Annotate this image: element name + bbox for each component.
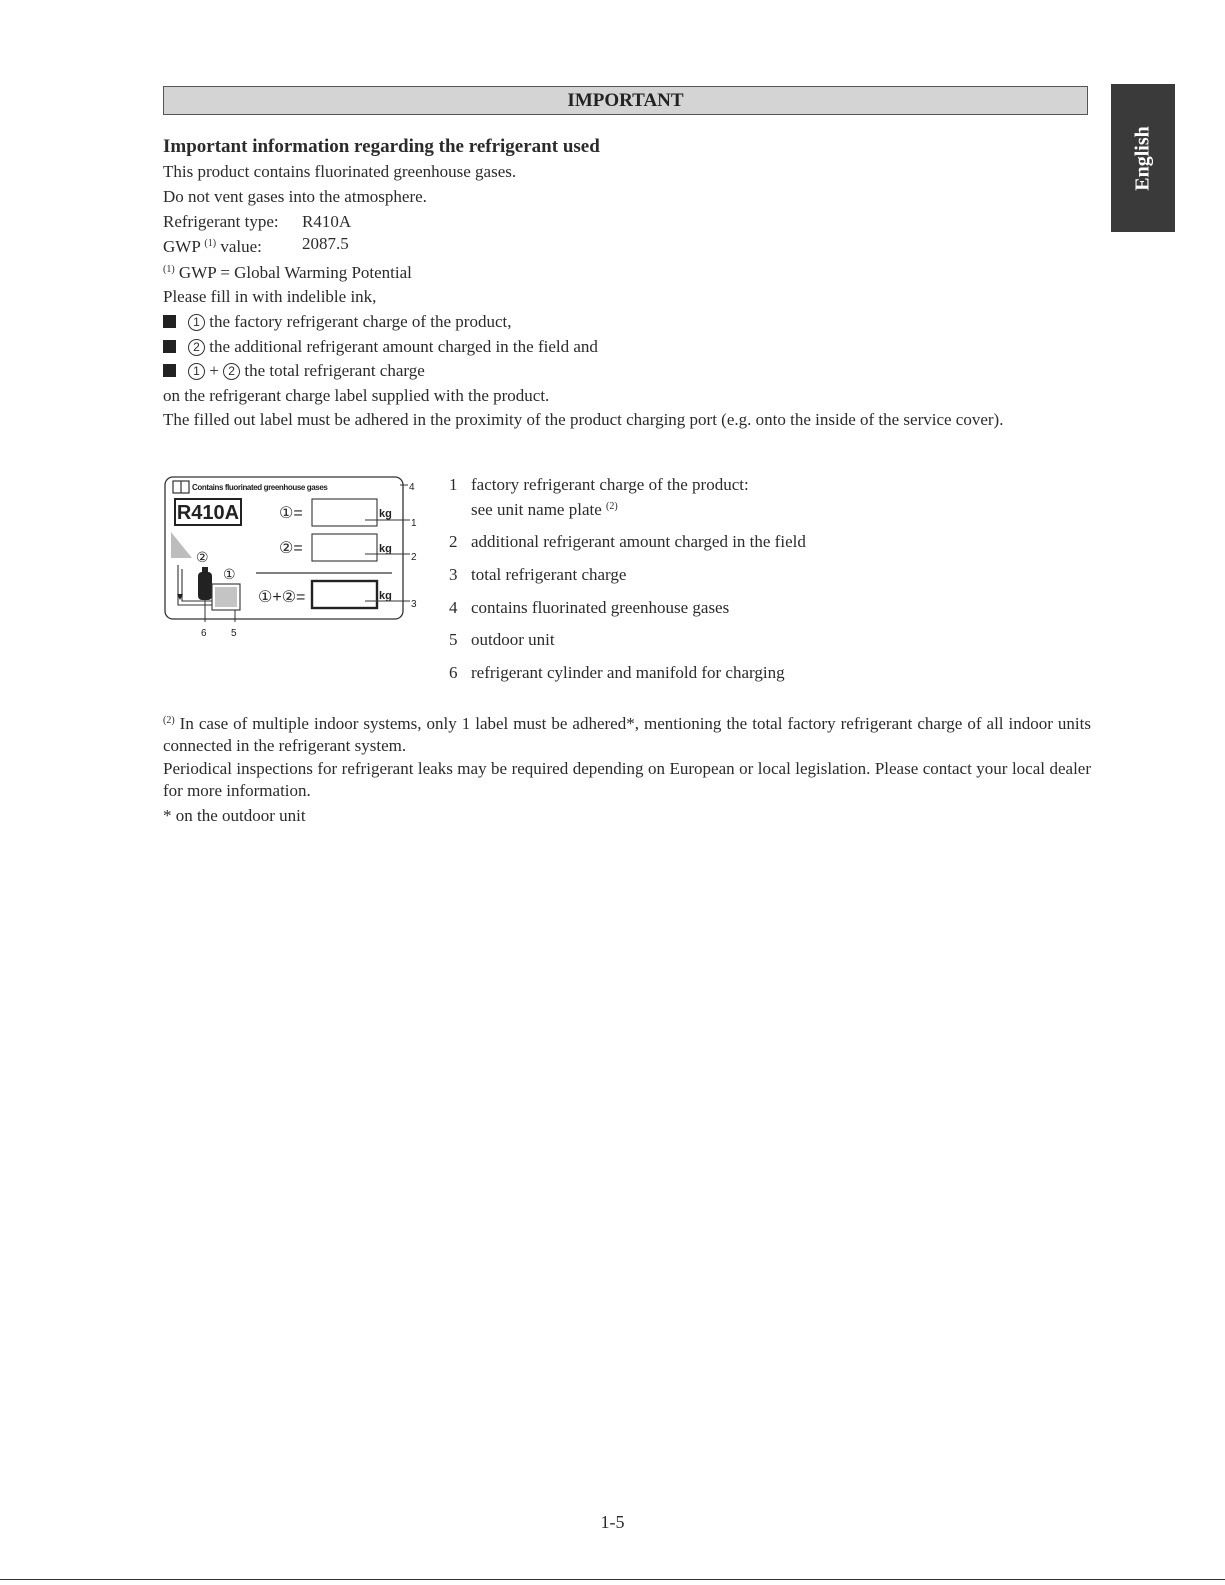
refrigerant-label-figure xyxy=(160,472,435,652)
legend-item-1: 1 factory refrigerant charge of the product: xyxy=(449,475,749,494)
callout-6: 6 xyxy=(201,628,207,639)
callout-4: 4 xyxy=(409,482,415,493)
circled-2: 2 xyxy=(223,363,240,380)
pictogram-circled-2: ② xyxy=(196,549,209,565)
legend-item-4: 4 contains fluorinated greenhouse gases xyxy=(449,598,730,617)
bullet-square-icon xyxy=(163,364,176,377)
label-row-1: ①= xyxy=(279,505,303,522)
gwp-label: GWP $^{(1)}$ value: xyxy=(163,237,262,256)
asterisk-note: * on the outdoor unit xyxy=(163,806,306,825)
page-number: 1-5 xyxy=(600,1512,625,1532)
callout-3: 3 xyxy=(411,599,417,610)
callout-1: 1 xyxy=(411,518,417,529)
circled-1: 1 xyxy=(188,363,205,380)
label-row-2: ②= xyxy=(279,540,303,557)
bullet-square-icon xyxy=(163,340,176,353)
periodical-inspections: Periodical inspections for refrigerant leaks may be required depending on European or local legislation. Please contact your local dealer for more information. xyxy=(163,759,1091,800)
bullet-total-charge: 1 + 2 the total refrigerant charge xyxy=(163,361,425,381)
pictogram-circled-1: ① xyxy=(223,566,236,582)
language-tab xyxy=(1111,84,1175,232)
label-unit-kg: kg xyxy=(379,543,392,555)
circled-1: 1 xyxy=(188,314,205,331)
language-tab-label: English xyxy=(1131,125,1154,191)
intro-line-2: Do not vent gases into the atmosphere. xyxy=(163,187,427,206)
legend-item-1-sub: see unit name plate $^{(2)}$ xyxy=(471,500,618,519)
footnote-2: $^{(2)}$ In case of multiple indoor systems, only 1 label must be adhered*, mentioning the total factory refrigerant charge of all indoor units connected in the refrigerant system. xyxy=(163,714,1091,755)
refrigerant-type-row xyxy=(163,212,463,232)
footnote-1: $^{(1)}$ GWP = Global Warming Potential xyxy=(163,263,412,282)
gwp-row xyxy=(163,234,463,257)
legend-item-3: 3 total refrigerant charge xyxy=(449,565,627,584)
callout-2: 2 xyxy=(411,552,417,563)
label-header-text: Contains fluorinated greenhouse gases xyxy=(192,483,328,492)
bullet-additional-charge: 2 the additional refrigerant amount charged in the field and xyxy=(163,337,598,357)
label-refrigerant-name: R410A xyxy=(176,502,240,524)
legend-item-2: 2 additional refrigerant amount charged in the field xyxy=(449,532,806,551)
gwp-value: 2087.5 xyxy=(302,234,349,253)
circled-2: 2 xyxy=(188,339,205,356)
bottom-rule xyxy=(0,1579,1225,1580)
label-supplied-text: on the refrigerant charge label supplied with the product. xyxy=(163,386,550,405)
label-unit-kg: kg xyxy=(379,508,392,520)
outdoor-unit-icon xyxy=(215,587,237,607)
legend-item-5: 5 outdoor unit xyxy=(449,630,555,649)
intro-line-1: This product contains fluorinated greenhouse gases. xyxy=(163,162,517,181)
label-unit-kg: kg xyxy=(379,590,392,602)
section-heading: Important information regarding the refrigerant used xyxy=(163,136,600,157)
refrigerant-type-value: R410A xyxy=(302,212,352,231)
callout-5: 5 xyxy=(231,628,237,639)
legend-item-6: 6 refrigerant cylinder and manifold for charging xyxy=(449,663,785,682)
fill-in-instruction: Please fill in with indelible ink, xyxy=(163,287,377,306)
refrigerant-cylinder-icon xyxy=(198,572,212,600)
bullet-factory-charge: 1 the factory refrigerant charge of the product, xyxy=(163,312,511,332)
label-row-3: ①+②= xyxy=(258,589,306,606)
bullet-square-icon xyxy=(163,315,176,328)
refrigerant-type-label: Refrigerant type: xyxy=(163,212,279,231)
important-banner: IMPORTANT xyxy=(163,86,1088,115)
adhere-instruction: The filled out label must be adhered in the proximity of the product charging port (e.g. onto the inside of the service cover). xyxy=(163,410,1004,429)
